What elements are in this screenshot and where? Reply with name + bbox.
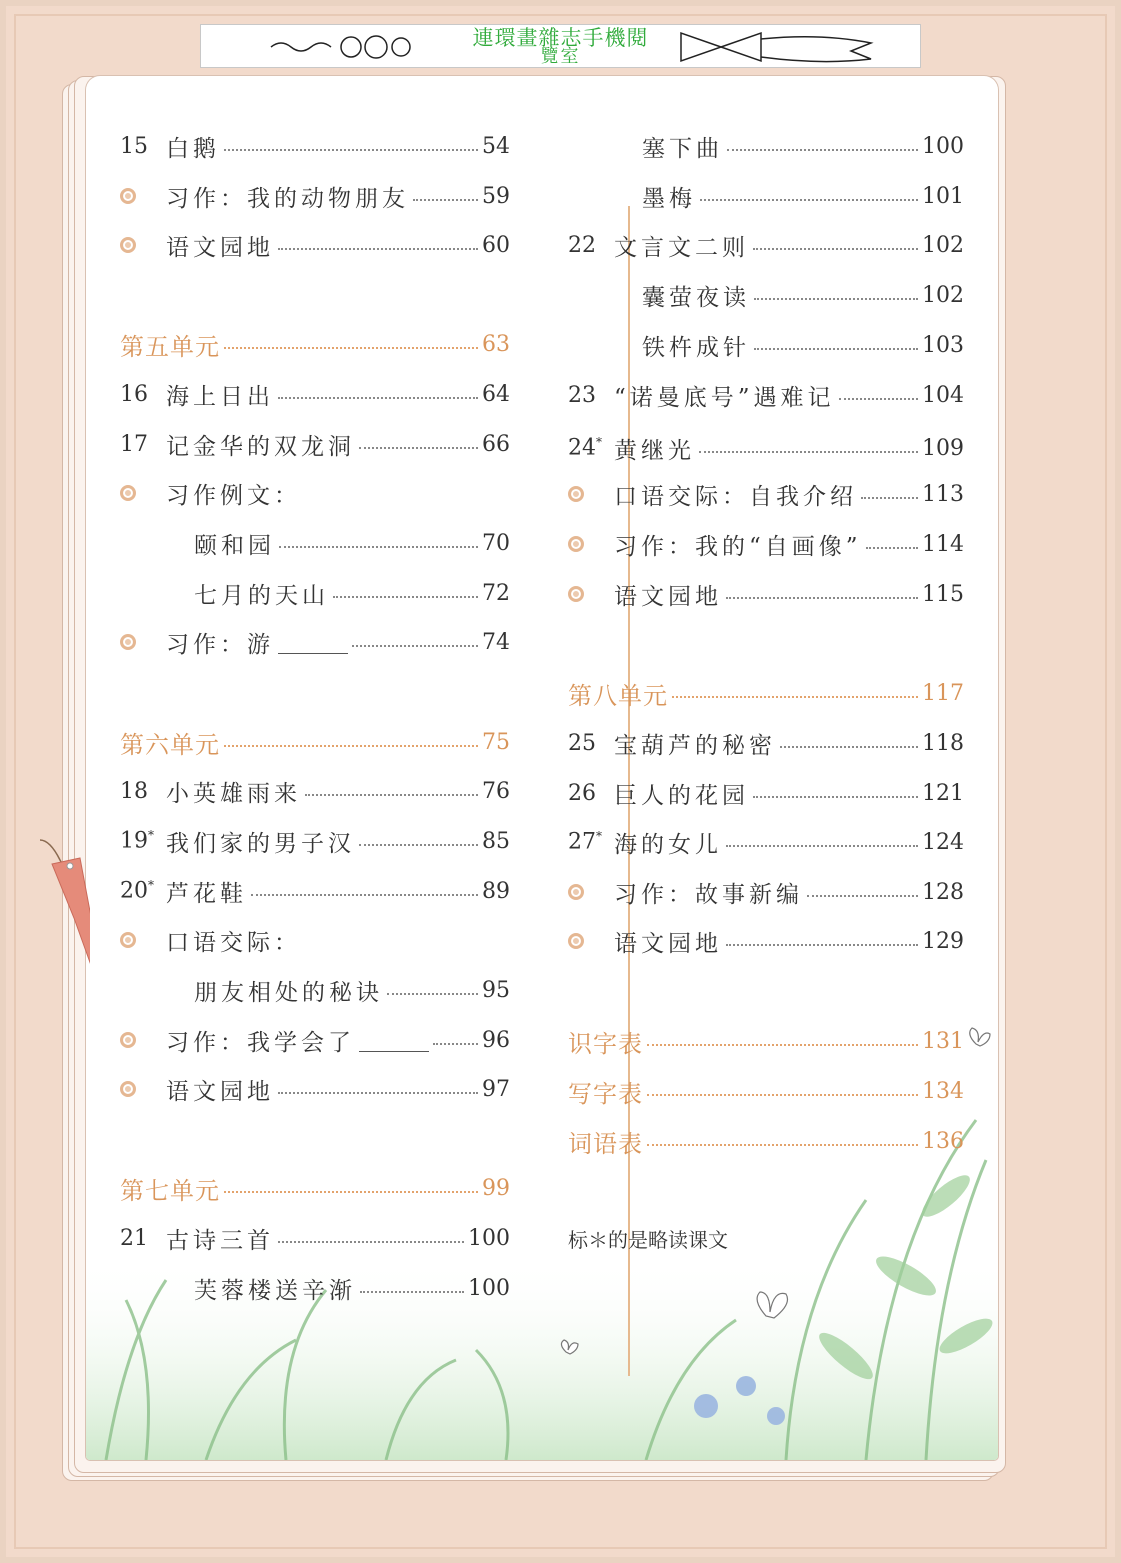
entry-title: 记金华的双龙洞 <box>166 433 355 460</box>
entry-title: 我们家的男子汉 <box>166 830 355 857</box>
toc-entry[interactable] <box>120 176 510 216</box>
page-number: 64 <box>482 381 510 407</box>
page-number: 60 <box>482 232 510 258</box>
page-number: 76 <box>482 778 510 804</box>
dot-leader <box>278 1241 464 1243</box>
banner-title: 連環畫雜志手機閱 <box>472 26 649 50</box>
page-number: 114 <box>922 531 964 557</box>
lesson-number: 23 <box>568 382 596 408</box>
entry-title: 习作：故事新编 <box>614 881 803 908</box>
entry-title: 习作：我的动物朋友 <box>166 185 409 212</box>
dot-leader <box>861 497 918 499</box>
page-number: 115 <box>922 581 964 607</box>
dot-leader <box>839 398 918 400</box>
ring-bullet-icon <box>120 634 166 650</box>
bookmark-tag-icon <box>30 830 90 1000</box>
page-number: 102 <box>922 232 964 258</box>
entry-title: 文言文二则 <box>614 234 749 261</box>
dot-leader <box>647 1094 918 1096</box>
ring-bullet-icon <box>120 188 166 204</box>
lesson-number: 25 <box>568 730 596 756</box>
dot-leader <box>726 597 918 599</box>
dot-leader <box>278 1092 478 1094</box>
entry-title: 海上日出 <box>166 383 274 410</box>
lesson-number: 17 <box>120 431 148 457</box>
page-number: 63 <box>482 331 510 357</box>
dot-leader <box>866 547 918 549</box>
ring-bullet-icon <box>120 485 166 501</box>
dot-leader <box>726 845 918 847</box>
entry-title: 语文园地 <box>166 234 274 261</box>
entry-title: 习作：我的“自画像” <box>614 533 862 560</box>
dot-leader <box>699 451 918 453</box>
note-text: 标＊的是略读课文 <box>568 1228 728 1252</box>
entry-title: 塞下曲 <box>642 135 723 162</box>
page-number: 134 <box>922 1078 964 1104</box>
entry-title: 墨梅 <box>642 185 696 212</box>
toc-entry[interactable] <box>120 126 510 166</box>
dot-leader <box>360 1291 464 1293</box>
toc-entry[interactable] <box>568 225 964 265</box>
dot-leader <box>647 1144 918 1146</box>
lesson-number: 27* <box>568 829 602 855</box>
dot-leader <box>754 348 918 350</box>
toc-entry[interactable] <box>568 822 964 862</box>
fill-in-blank <box>278 631 348 654</box>
toc-entry[interactable] <box>120 622 510 662</box>
entry-title: 口语交际：自我介绍 <box>614 483 857 510</box>
page-number: 96 <box>482 1027 510 1053</box>
lesson-number: 18 <box>120 778 148 804</box>
banner <box>200 24 921 68</box>
toc-entry[interactable] <box>120 1069 510 1109</box>
entry-title: 口语交际： <box>166 929 301 956</box>
toc-entry[interactable] <box>194 573 510 613</box>
dot-leader <box>780 746 918 748</box>
optional-reading-star: * <box>596 435 602 450</box>
page-number: 85 <box>482 828 510 854</box>
page-number: 75 <box>482 729 510 755</box>
lesson-number: 20* <box>120 878 154 904</box>
page-number: 54 <box>482 133 510 159</box>
entry-title: 习作：我学会了 <box>166 1029 355 1056</box>
toc-entry[interactable] <box>642 325 964 365</box>
lesson-number: 24* <box>568 435 602 461</box>
toc-entry[interactable] <box>194 1268 510 1308</box>
optional-reading-star: * <box>148 828 154 843</box>
page-number: 117 <box>922 680 964 706</box>
page-number: 124 <box>922 829 964 855</box>
toc-entry[interactable] <box>642 126 964 166</box>
dot-leader <box>726 944 918 946</box>
unit-heading[interactable] <box>120 324 510 364</box>
page-number: 59 <box>482 183 510 209</box>
dot-leader <box>251 894 478 896</box>
page-number: 100 <box>468 1275 510 1301</box>
toc-entry[interactable] <box>120 771 510 811</box>
ring-bullet-icon <box>120 237 166 253</box>
dot-leader <box>727 149 918 151</box>
entry-title: 第七单元 <box>120 1176 220 1205</box>
fill-in-blank <box>359 1029 429 1052</box>
dot-leader <box>700 199 918 201</box>
toc-entry[interactable] <box>120 225 510 265</box>
entry-title: 古诗三首 <box>166 1227 274 1254</box>
dot-leader <box>305 794 478 796</box>
optional-reading-star: * <box>596 829 602 844</box>
lesson-number: 16 <box>120 381 148 407</box>
dot-leader <box>278 397 478 399</box>
dot-leader <box>433 1043 478 1045</box>
dot-leader <box>754 298 918 300</box>
entry-title: 白鹅 <box>166 135 220 162</box>
toc-entry[interactable] <box>120 871 510 911</box>
entry-title: 语文园地 <box>614 930 722 957</box>
page-number: 66 <box>482 431 510 457</box>
entry-title: 芙蓉楼送辛渐 <box>194 1277 356 1304</box>
entry-title: 宝葫芦的秘密 <box>614 732 776 759</box>
lesson-number: 26 <box>568 780 596 806</box>
lesson-number: 22 <box>568 232 596 258</box>
page-number: 101 <box>922 183 964 209</box>
toc-entry[interactable] <box>568 428 964 468</box>
page-number: 70 <box>482 530 510 556</box>
toc-entry[interactable] <box>568 524 964 564</box>
entry-title: 语文园地 <box>614 583 722 610</box>
dot-leader <box>753 248 918 250</box>
entry-title: 习作例文： <box>166 482 301 509</box>
page-number: 121 <box>922 780 964 806</box>
ring-bullet-icon <box>568 536 614 552</box>
ring-bullet-icon <box>120 1081 166 1097</box>
dot-leader <box>279 546 478 548</box>
ring-bullet-icon <box>120 1032 166 1048</box>
dot-leader <box>753 796 918 798</box>
page-number: 97 <box>482 1076 510 1102</box>
dot-leader <box>647 1044 918 1046</box>
toc-entry[interactable] <box>120 1020 510 1060</box>
page-number: 118 <box>922 730 964 756</box>
page-number: 113 <box>922 481 964 507</box>
entry-title: 颐和园 <box>194 532 275 559</box>
page-number: 89 <box>482 878 510 904</box>
toc-entry[interactable] <box>568 474 964 514</box>
lesson-number: 19* <box>120 828 154 854</box>
page-number: 74 <box>482 629 510 655</box>
entry-title: 巨人的花园 <box>614 782 749 809</box>
page-number: 128 <box>922 879 964 905</box>
unit-heading[interactable] <box>568 1021 964 1061</box>
dot-leader <box>224 149 478 151</box>
unit-heading[interactable] <box>568 1071 964 1111</box>
ring-bullet-icon <box>568 933 614 949</box>
dot-leader <box>224 745 478 747</box>
entry-title: 语文园地 <box>166 1078 274 1105</box>
entry-title: 黄继光 <box>614 437 695 464</box>
unit-heading[interactable] <box>120 722 510 762</box>
toc-entry[interactable] <box>120 424 510 464</box>
unit-heading[interactable] <box>568 1121 964 1161</box>
toc-entry[interactable] <box>568 872 964 912</box>
entry-title: 习作：游 <box>166 631 274 658</box>
dot-leader <box>224 347 478 349</box>
page-number: 136 <box>922 1128 964 1154</box>
entry-title: 第八单元 <box>568 681 668 710</box>
entry-title: 囊萤夜读 <box>642 284 750 311</box>
page-number: 129 <box>922 928 964 954</box>
lesson-number: 15 <box>120 133 148 159</box>
page-number: 131 <box>922 1028 964 1054</box>
entry-title: “诺曼底号”遇难记 <box>614 384 835 411</box>
entry-title: 写字表 <box>568 1079 643 1108</box>
dot-leader <box>352 645 478 647</box>
toc-entry[interactable] <box>568 723 964 763</box>
ring-bullet-icon <box>568 486 614 502</box>
toc-entry[interactable] <box>568 375 964 415</box>
unit-heading[interactable] <box>120 1168 510 1208</box>
page-number: 72 <box>482 580 510 606</box>
dot-leader <box>413 199 478 201</box>
page-number: 99 <box>482 1175 510 1201</box>
ring-bullet-icon <box>568 884 614 900</box>
toc-entry[interactable] <box>642 275 964 315</box>
toc-entry[interactable] <box>568 574 964 614</box>
entry-title: 识字表 <box>568 1029 643 1058</box>
page-number: 104 <box>922 382 964 408</box>
dot-leader <box>387 993 478 995</box>
toc-entry[interactable] <box>568 773 964 813</box>
page-number: 95 <box>482 977 510 1003</box>
unit-heading[interactable] <box>568 673 964 713</box>
entry-title: 海的女儿 <box>614 831 722 858</box>
entry-title: 七月的天山 <box>194 582 329 609</box>
ring-bullet-icon <box>120 932 166 948</box>
dot-leader <box>224 1191 478 1193</box>
dot-leader <box>333 596 478 598</box>
toc-entry[interactable] <box>120 374 510 414</box>
entry-title: 小英雄雨来 <box>166 780 301 807</box>
entry-title: 朋友相处的秘诀 <box>194 979 383 1006</box>
entry-title: 第六单元 <box>120 730 220 759</box>
toc-entry[interactable] <box>194 523 510 563</box>
entry-title: 词语表 <box>568 1129 643 1158</box>
toc-entry[interactable] <box>120 920 510 960</box>
ring-bullet-icon <box>568 586 614 602</box>
toc-entry[interactable] <box>120 821 510 861</box>
entry-title: 芦花鞋 <box>166 880 247 907</box>
toc-entry[interactable] <box>120 473 510 513</box>
page-number: 100 <box>922 133 964 159</box>
toc-entry[interactable] <box>642 176 964 216</box>
page-number: 102 <box>922 282 964 308</box>
entry-title: 第五单元 <box>120 332 220 361</box>
optional-reading-star: * <box>148 878 154 893</box>
page-number: 100 <box>468 1225 510 1251</box>
page-number: 109 <box>922 435 964 461</box>
lesson-number: 21 <box>120 1225 148 1251</box>
dot-leader <box>278 248 478 250</box>
dot-leader <box>807 895 918 897</box>
toc-entry[interactable] <box>568 921 964 961</box>
toc-entry[interactable] <box>120 1218 510 1258</box>
dot-leader <box>672 696 918 698</box>
banner-subtitle: 覽室 <box>540 46 581 67</box>
page-number: 103 <box>922 332 964 358</box>
toc-entry[interactable] <box>194 970 510 1010</box>
dot-leader <box>359 844 478 846</box>
entry-title: 铁杵成针 <box>642 334 750 361</box>
dot-leader <box>359 447 478 449</box>
